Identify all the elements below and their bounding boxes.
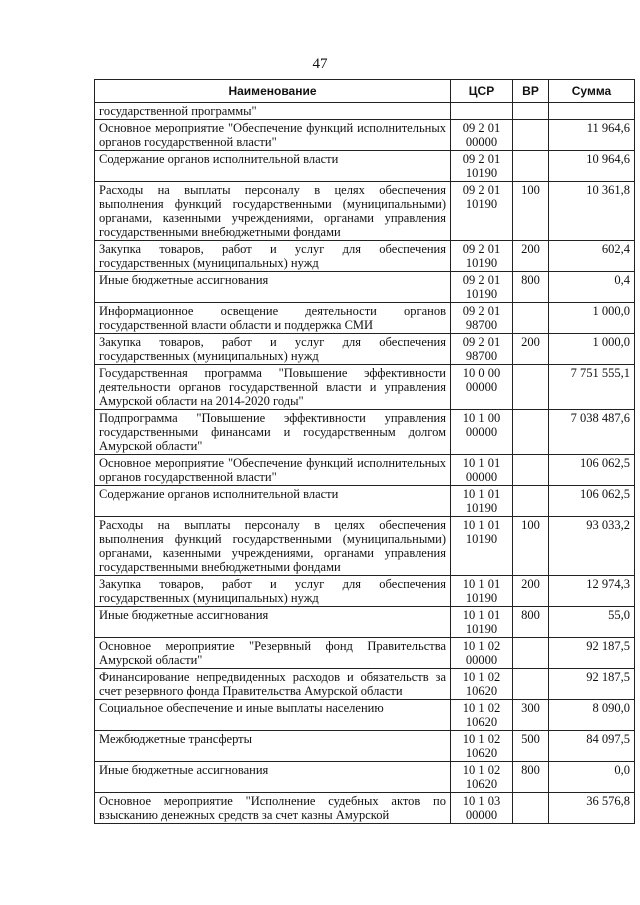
cell-sum: 1 000,0 [549, 303, 635, 334]
cell-vr: 200 [513, 334, 549, 365]
cell-csr: 10 1 03 00000 [451, 793, 513, 824]
cell-sum: 92 187,5 [549, 669, 635, 700]
cell-csr [451, 103, 513, 120]
cell-name: Государственная программа "Повышение эффективности деятельности органов государственной власти и управления Амурской области на 2014-2020 годы" [95, 365, 451, 410]
cell-name: Финансирование непредвиденных расходов и обязательств за счет резервного фонда Правительства Амурской области [95, 669, 451, 700]
cell-name: Иные бюджетные ассигнования [95, 762, 451, 793]
table-body [95, 103, 635, 824]
table-row [95, 334, 635, 365]
table-row [95, 576, 635, 607]
table-row [95, 607, 635, 638]
cell-vr [513, 303, 549, 334]
cell-vr: 300 [513, 700, 549, 731]
table-row [95, 103, 635, 120]
cell-csr: 10 1 02 10620 [451, 762, 513, 793]
cell-name: Иные бюджетные ассигнования [95, 272, 451, 303]
cell-name: Подпрограмма "Повышение эффективности управления государственными финансами и государственным долгом Амурской области" [95, 410, 451, 455]
cell-sum: 0,0 [549, 762, 635, 793]
cell-sum: 84 097,5 [549, 731, 635, 762]
table-row [95, 486, 635, 517]
cell-csr: 10 1 02 10620 [451, 731, 513, 762]
cell-csr: 10 1 02 00000 [451, 638, 513, 669]
cell-name: Основное мероприятие "Обеспечение функций исполнительных органов государственной власти" [95, 120, 451, 151]
table-row [95, 517, 635, 576]
cell-name: государственной программы" [95, 103, 451, 120]
cell-csr: 10 1 01 10190 [451, 486, 513, 517]
cell-name: Иные бюджетные ассигнования [95, 607, 451, 638]
table-row [95, 182, 635, 241]
cell-sum: 93 033,2 [549, 517, 635, 576]
cell-csr: 10 1 01 10190 [451, 607, 513, 638]
cell-sum: 0,4 [549, 272, 635, 303]
cell-vr [513, 638, 549, 669]
header-csr: ЦСР [451, 80, 513, 103]
cell-sum: 1 000,0 [549, 334, 635, 365]
header-vr: ВР [513, 80, 549, 103]
cell-name: Содержание органов исполнительной власти [95, 151, 451, 182]
table-row [95, 731, 635, 762]
cell-name: Основное мероприятие "Исполнение судебных актов по взысканию денежных средств за счет казны Амурской [95, 793, 451, 824]
cell-csr: 09 2 01 98700 [451, 334, 513, 365]
cell-csr: 10 1 00 00000 [451, 410, 513, 455]
cell-vr: 200 [513, 241, 549, 272]
table-header-row [95, 80, 635, 103]
table-row [95, 303, 635, 334]
cell-name: Расходы на выплаты персоналу в целях обеспечения выполнения функций государственными (муниципальными) органами, казенными учреждениями, органами управления государственными внебюджетными фондами [95, 182, 451, 241]
table-row [95, 700, 635, 731]
cell-name: Информационное освещение деятельности органов государственной власти области и поддержка СМИ [95, 303, 451, 334]
cell-sum: 106 062,5 [549, 455, 635, 486]
cell-vr [513, 365, 549, 410]
cell-csr: 09 2 01 10190 [451, 272, 513, 303]
cell-name: Закупка товаров, работ и услуг для обеспечения государственных (муниципальных) нужд [95, 241, 451, 272]
page-number: 47 [312, 56, 328, 72]
cell-sum: 10 964,6 [549, 151, 635, 182]
cell-csr: 09 2 01 10190 [451, 182, 513, 241]
cell-sum: 36 576,8 [549, 793, 635, 824]
cell-sum: 55,0 [549, 607, 635, 638]
cell-vr [513, 410, 549, 455]
table-row [95, 120, 635, 151]
table-row [95, 455, 635, 486]
table-row [95, 151, 635, 182]
cell-sum: 11 964,6 [549, 120, 635, 151]
cell-name: Содержание органов исполнительной власти [95, 486, 451, 517]
cell-sum: 7 038 487,6 [549, 410, 635, 455]
cell-vr: 200 [513, 576, 549, 607]
cell-sum: 8 090,0 [549, 700, 635, 731]
cell-name: Основное мероприятие "Обеспечение функций исполнительных органов государственной власти" [95, 455, 451, 486]
cell-csr: 09 2 01 10190 [451, 241, 513, 272]
cell-csr: 10 1 01 10190 [451, 517, 513, 576]
budget-table [94, 79, 635, 824]
table-row [95, 669, 635, 700]
cell-vr [513, 793, 549, 824]
cell-csr: 09 2 01 00000 [451, 120, 513, 151]
cell-csr: 10 1 01 10190 [451, 576, 513, 607]
cell-vr [513, 455, 549, 486]
header-name: Наименование [95, 80, 451, 103]
cell-sum [549, 103, 635, 120]
cell-name: Закупка товаров, работ и услуг для обеспечения государственных (муниципальных) нужд [95, 576, 451, 607]
cell-sum: 92 187,5 [549, 638, 635, 669]
cell-vr [513, 103, 549, 120]
cell-name: Социальное обеспечение и иные выплаты населению [95, 700, 451, 731]
cell-vr [513, 120, 549, 151]
cell-csr: 10 1 02 10620 [451, 669, 513, 700]
cell-vr: 800 [513, 272, 549, 303]
cell-name: Расходы на выплаты персоналу в целях обеспечения выполнения функций государственными (муниципальными) органами, казенными учреждениями, органами управления государственными внебюджетными фондами [95, 517, 451, 576]
cell-csr: 09 2 01 10190 [451, 151, 513, 182]
cell-sum: 106 062,5 [549, 486, 635, 517]
table-row [95, 638, 635, 669]
cell-name: Закупка товаров, работ и услуг для обеспечения государственных (муниципальных) нужд [95, 334, 451, 365]
cell-sum: 10 361,8 [549, 182, 635, 241]
cell-vr: 100 [513, 517, 549, 576]
cell-vr [513, 486, 549, 517]
cell-sum: 602,4 [549, 241, 635, 272]
cell-vr: 800 [513, 607, 549, 638]
cell-vr: 500 [513, 731, 549, 762]
header-sum: Сумма [549, 80, 635, 103]
cell-vr [513, 151, 549, 182]
table-row [95, 793, 635, 824]
table-row [95, 410, 635, 455]
cell-vr: 800 [513, 762, 549, 793]
table-row [95, 272, 635, 303]
cell-vr [513, 669, 549, 700]
cell-csr: 10 1 01 00000 [451, 455, 513, 486]
cell-name: Основное мероприятие "Резервный фонд Правительства Амурской области" [95, 638, 451, 669]
cell-csr: 10 0 00 00000 [451, 365, 513, 410]
cell-vr: 100 [513, 182, 549, 241]
cell-sum: 7 751 555,1 [549, 365, 635, 410]
cell-csr: 10 1 02 10620 [451, 700, 513, 731]
table-row [95, 241, 635, 272]
cell-name: Межбюджетные трансферты [95, 731, 451, 762]
cell-sum: 12 974,3 [549, 576, 635, 607]
cell-csr: 09 2 01 98700 [451, 303, 513, 334]
table-row [95, 365, 635, 410]
table-row [95, 762, 635, 793]
